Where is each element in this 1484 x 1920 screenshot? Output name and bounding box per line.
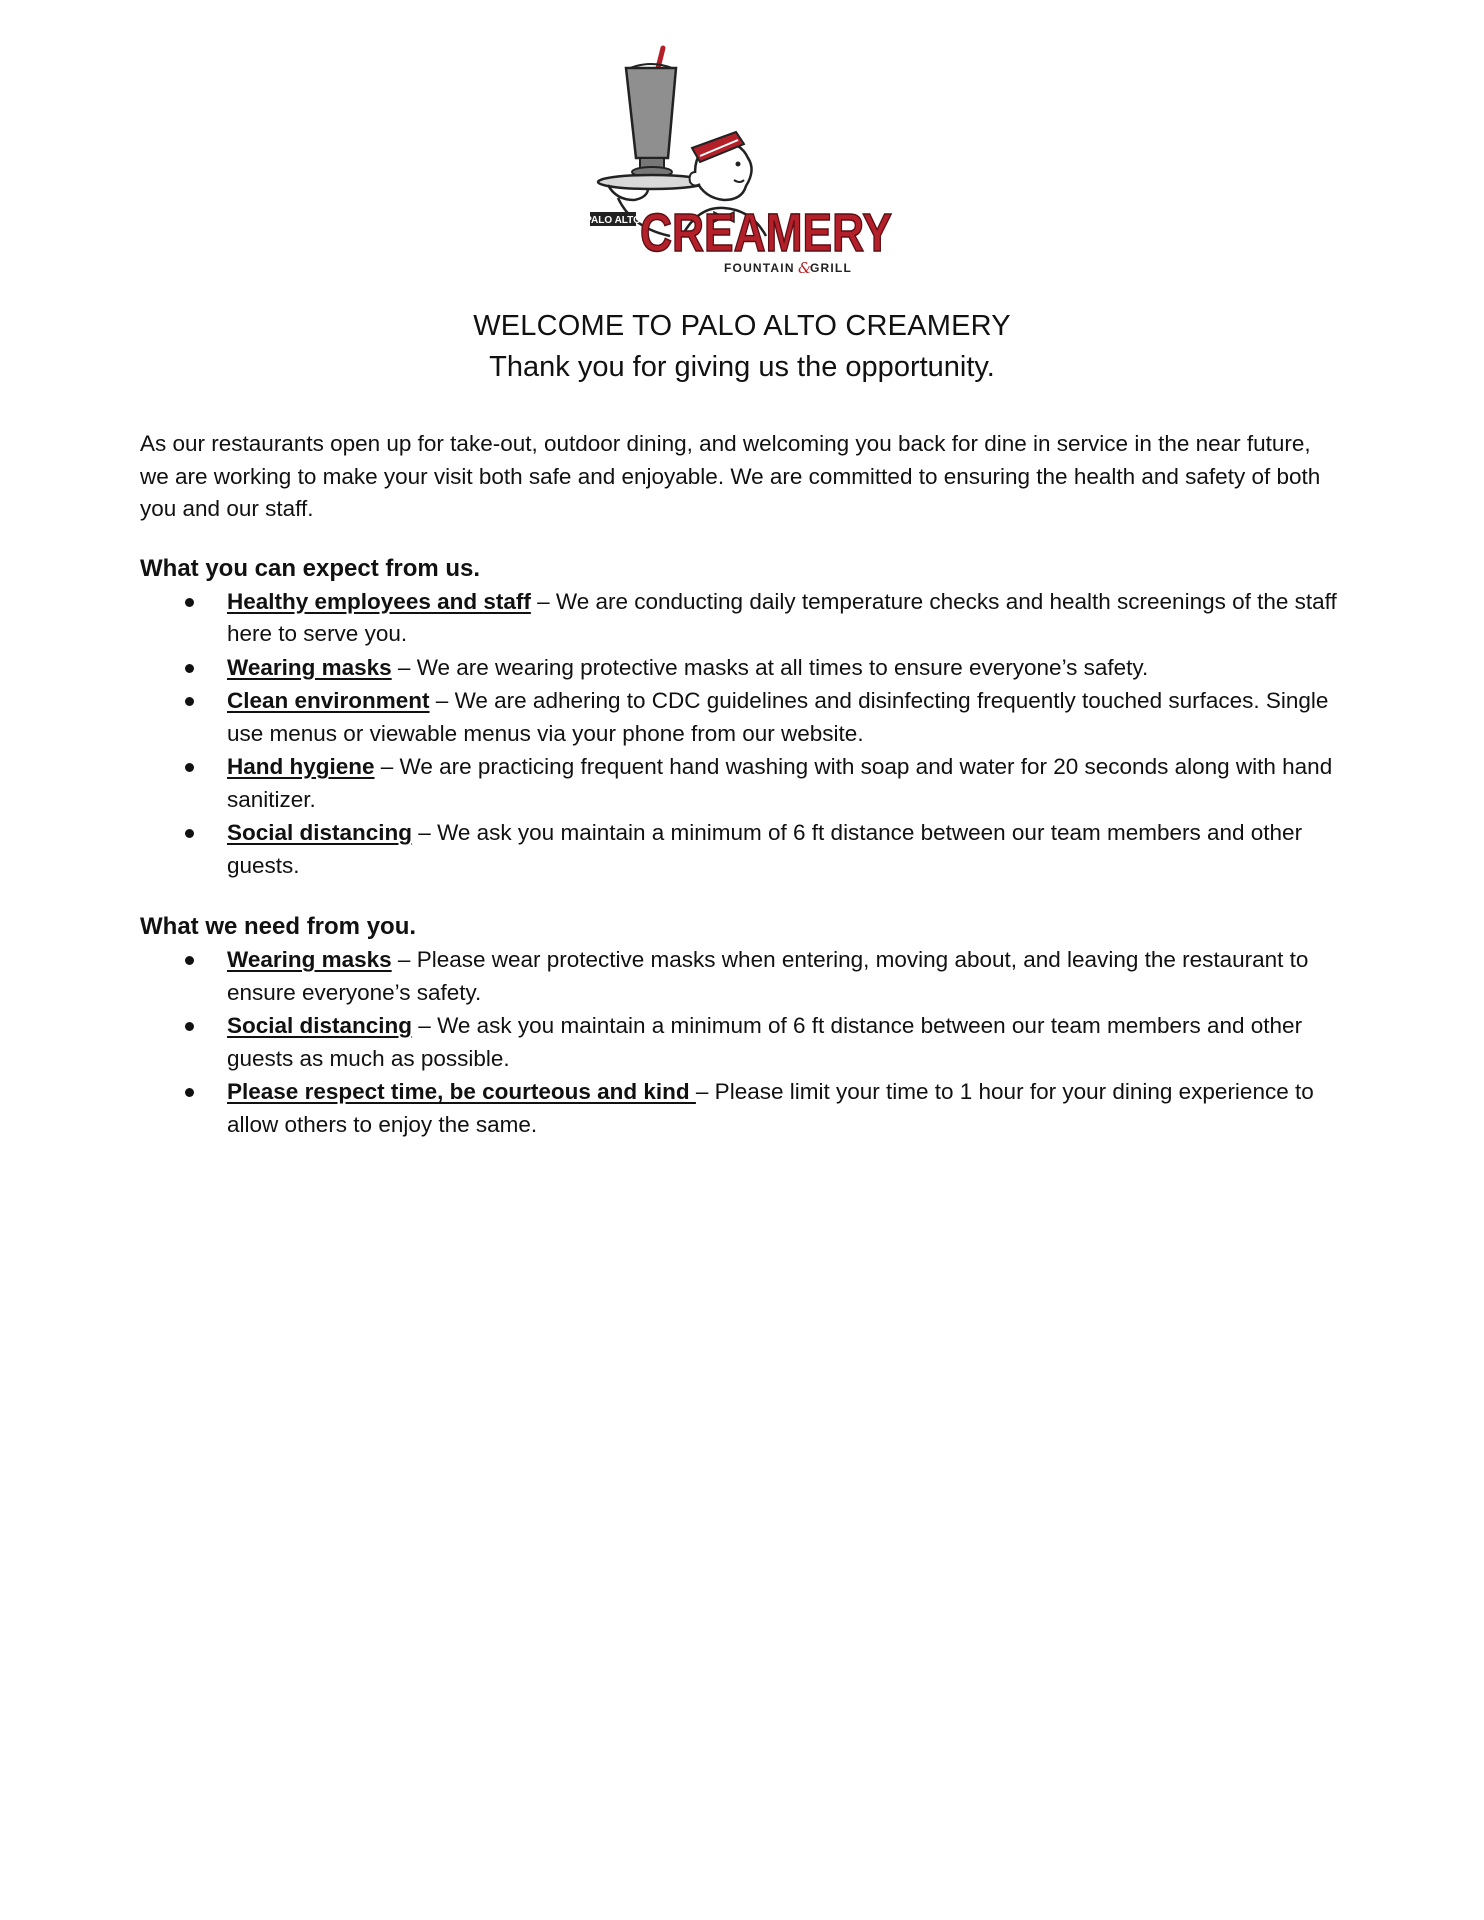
thank-you-subheading: Thank you for giving us the opportunity. xyxy=(489,351,995,383)
section-heading-expect-from-us: What you can expect from us. xyxy=(140,554,481,582)
bullet-text: – We are practicing frequent hand washing with soap and water for 20 seconds along with hand sanitizer. xyxy=(227,754,1333,812)
list-item xyxy=(140,944,1340,1009)
list-item xyxy=(140,685,1340,750)
list-item xyxy=(140,817,1340,882)
creamery-logo xyxy=(585,40,898,280)
bullet-text: – We are wearing protective masks at all times to ensure everyone’s safety. xyxy=(391,654,1149,680)
logo-tagline-amp: & xyxy=(798,259,812,277)
bullet-term: Please respect time, be courteous and kind xyxy=(227,1079,696,1104)
bullet-icon xyxy=(185,763,194,772)
bullet-term: Social distancing xyxy=(227,1013,413,1038)
page-title xyxy=(0,306,1484,388)
bullet-icon xyxy=(185,829,194,838)
list-item xyxy=(140,1010,1340,1075)
bullet-icon xyxy=(185,598,194,607)
bullet-text: – Please limit your time to 1 hour for your dining experience to allow others to enjoy the same. xyxy=(227,1079,1314,1137)
list-item xyxy=(140,751,1340,816)
logo-name: CREAMERY xyxy=(640,203,892,263)
bullet-term: Wearing masks xyxy=(227,654,392,680)
bullet-term: Wearing masks xyxy=(227,947,392,972)
bullet-icon xyxy=(185,1088,194,1097)
bullet-icon xyxy=(185,1022,194,1031)
logo-small-text: PALO ALTO xyxy=(585,215,641,226)
bullet-text: – Please wear protective masks when entering, moving about, and leaving the restaurant to ensure everyone’s safety. xyxy=(227,947,1309,1005)
bullet-term: Clean environment xyxy=(227,688,430,713)
bullet-icon xyxy=(185,697,194,706)
bullet-term: Healthy employees and staff xyxy=(227,588,531,614)
waiter-with-milkshake-icon xyxy=(585,40,898,280)
welcome-heading: WELCOME TO PALO ALTO CREAMERY xyxy=(473,310,1011,342)
bullet-text: – We ask you maintain a minimum of 6 ft distance between our team members and other guests. xyxy=(227,820,1303,878)
intro-paragraph: As our restaurants open up for take-out, outdoor dining, and welcoming you back for dine in service in the near future, we are working to make your visit both safe and enjoyable. We are committed to ensuring the health and safety of both you and our staff. xyxy=(140,431,1321,521)
bullet-term: Social distancing xyxy=(227,820,413,845)
document-body xyxy=(140,428,1340,1169)
need-from-you-list xyxy=(140,944,1340,1141)
bullet-text: – We are adhering to CDC guidelines and disinfecting frequently touched surfaces. Single use menus or viewable menus via your phone from our website. xyxy=(227,688,1329,746)
logo-tagline-part2: GRILL xyxy=(810,261,852,275)
bullet-icon xyxy=(185,664,194,673)
list-item xyxy=(140,652,1340,685)
section-heading-need-from-you: What we need from you. xyxy=(140,913,417,940)
bullet-icon xyxy=(185,956,194,965)
expect-from-us-list xyxy=(140,586,1340,883)
logo-tagline-part1: FOUNTAIN xyxy=(724,261,795,275)
bullet-text: – We are conducting daily temperature checks and health screenings of the staff here to serve you. xyxy=(227,588,1337,646)
list-item xyxy=(140,586,1340,651)
bullet-term: Hand hygiene xyxy=(227,754,375,779)
list-item xyxy=(140,1076,1340,1141)
bullet-text: – We ask you maintain a minimum of 6 ft distance between our team members and other guests as much as possible. xyxy=(227,1013,1303,1071)
